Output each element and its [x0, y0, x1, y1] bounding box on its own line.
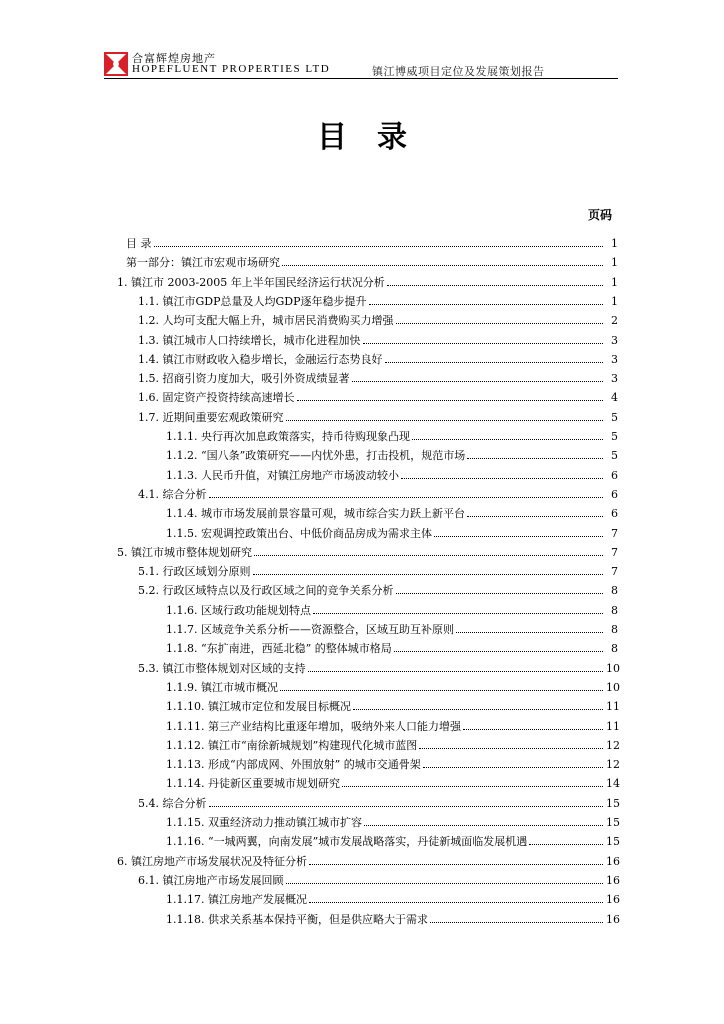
toc-dot-leader: [342, 786, 603, 787]
toc-entry-page: 1: [611, 294, 618, 308]
toc-entry-title: 1.6. 固定资产投资持续高速增长: [138, 391, 295, 405]
toc-entry-page: 8: [611, 603, 618, 617]
toc-entry-title: 1.4. 镇江市财政收入稳步增长，金融运行态势良好: [138, 352, 383, 366]
toc-dot-leader: [286, 420, 604, 421]
toc-dot-leader: [309, 864, 603, 865]
toc-dot-leader: [309, 902, 603, 903]
toc-entry-title: 1.1.9. 镇江市城市概况: [166, 680, 278, 694]
toc-entry[interactable]: [166, 908, 618, 927]
toc-entry[interactable]: [126, 251, 618, 270]
toc-entry[interactable]: [166, 715, 618, 734]
toc-entry-page: 7: [611, 545, 618, 559]
toc-entry[interactable]: [138, 290, 618, 309]
hopefluent-logo-icon: [104, 52, 128, 76]
toc-dot-leader: [353, 709, 603, 710]
toc-entry[interactable]: [166, 444, 618, 463]
toc-entry-page: 3: [611, 333, 618, 347]
toc-entry[interactable]: [138, 329, 618, 348]
toc-entry-title: 1.1.2. “国八条”政策研究——内忧外患，打击投机，规范市场: [166, 449, 466, 463]
toc-entry-page: 11: [606, 700, 620, 714]
toc-dot-leader: [154, 246, 604, 247]
toc-entry-title: 5.3. 镇江市整体规划对区域的支持: [138, 661, 306, 675]
toc-entry-title: 5.2. 行政区域特点以及行政区域之间的竞争关系分析: [138, 584, 394, 598]
toc-dot-leader: [254, 555, 603, 556]
toc-entry-page: 7: [611, 565, 618, 579]
toc-dot-leader: [430, 922, 603, 923]
toc-entry[interactable]: [166, 753, 618, 772]
toc-entry[interactable]: [138, 367, 618, 386]
toc-dot-leader: [364, 825, 603, 826]
page-number-label: 页码: [587, 208, 612, 222]
toc-entry[interactable]: [117, 271, 618, 290]
toc-dot-leader: [467, 458, 603, 459]
toc-entry-page: 1: [611, 237, 618, 250]
toc-entry-title: 6.1. 镇江房地产市场发展回顾: [138, 873, 284, 887]
toc-dot-leader: [313, 613, 603, 614]
toc-entry-page: 3: [611, 372, 618, 386]
toc-entry-page: 8: [611, 642, 618, 656]
toc-entry-page: 10: [606, 680, 620, 694]
toc-entry-page: 8: [611, 584, 618, 598]
page-title: 目录: [317, 120, 437, 155]
toc-entry-title: 1.1.1. 央行再次加息政策落实，持币待购现象凸现: [166, 430, 410, 443]
toc-dot-leader: [385, 362, 604, 363]
toc-entry[interactable]: [138, 483, 618, 502]
toc-entry-page: 10: [606, 661, 620, 675]
toc-entry[interactable]: [166, 676, 618, 695]
toc-entry-title: 1.1. 镇江市GDP总量及人均GDP逐年稳步提升: [138, 294, 367, 308]
toc-entry[interactable]: [166, 637, 618, 656]
toc-entry[interactable]: [166, 425, 618, 444]
toc-dot-leader: [387, 285, 603, 286]
toc-entry-page: 3: [611, 352, 618, 366]
toc-dot-leader: [363, 343, 604, 344]
toc-entry-title: 1.1.17. 镇江房地产发展概况: [166, 893, 307, 907]
toc-entry[interactable]: [166, 618, 618, 637]
toc-dot-leader: [282, 265, 603, 266]
toc-dot-leader: [369, 304, 603, 305]
toc-entry-page: 11: [606, 719, 620, 733]
toc-entry-title: 1.1.8. “东扩南进，西延北稳” 的整体城市格局: [166, 642, 392, 656]
toc-entry-page: 2: [611, 314, 618, 328]
toc-entry-page: 16: [606, 854, 620, 868]
toc-entry-page: 1: [611, 256, 618, 270]
toc-entry-title: 5. 镇江市城市整体规划研究: [117, 545, 252, 559]
toc-entry-page: 16: [606, 873, 620, 887]
toc-dot-leader: [352, 381, 604, 382]
toc-entry[interactable]: [138, 406, 618, 425]
toc-entry-page: 15: [606, 816, 620, 829]
toc-entry-page: 5: [611, 410, 618, 424]
toc-entry[interactable]: [138, 657, 618, 676]
toc-dot-leader: [286, 883, 604, 884]
toc-entry-page: 6: [611, 468, 618, 482]
toc-entry[interactable]: [166, 830, 618, 849]
toc-entry-page: 4: [611, 391, 618, 405]
toc-entry-page: 6: [611, 487, 618, 501]
toc-entry-page: 5: [611, 430, 618, 443]
toc-entry-title: 1.2. 人均可支配大幅上升，城市居民消费购买力增强: [138, 314, 394, 328]
toc-dot-leader: [401, 478, 603, 479]
toc-entry-title: 第一部分：镇江市宏观市场研究: [126, 256, 280, 270]
toc-entry[interactable]: [138, 309, 618, 328]
toc-entry-page: 12: [606, 738, 620, 752]
toc-entry[interactable]: [166, 502, 618, 521]
toc-entry-title: 目 录: [126, 237, 152, 250]
toc-entry-page: 15: [606, 796, 620, 810]
toc-entry-title: 1.7. 近期间重要宏观政策研究: [138, 410, 284, 424]
toc-entry-page: 6: [611, 507, 618, 521]
toc-entry[interactable]: [138, 579, 618, 598]
toc-entry-title: 6. 镇江房地产市场发展状况及特征分析: [117, 854, 307, 868]
toc-dot-leader: [253, 574, 604, 575]
toc-entry[interactable]: [166, 772, 618, 791]
toc-dot-leader: [423, 767, 603, 768]
toc-entry-title: 1.1.16. “一城两翼，向南发展”城市发展战略落实，丹徒新城面临发展机遇: [166, 835, 528, 849]
toc-dot-leader: [297, 400, 604, 401]
toc-dot-leader: [419, 748, 603, 749]
toc-entry-title: 4.1. 综合分析: [138, 487, 207, 501]
toc-entry-page: 8: [611, 623, 618, 636]
toc-entry-title: 1.1.6. 区域行政功能规划特点: [166, 603, 311, 617]
toc-dot-leader: [209, 497, 604, 498]
company-name-en: HOPEFLUENT PROPERTIES LTD: [132, 63, 331, 75]
report-title: 镇江博威项目定位及发展策划报告: [372, 65, 545, 78]
toc-entry-title: 1.1.3. 人民币升值，对镇江房地产市场波动较小: [166, 468, 399, 482]
toc-entry-page: 15: [606, 835, 620, 849]
toc-dot-leader: [280, 690, 603, 691]
toc-entry[interactable]: [138, 792, 618, 811]
toc-entry-title: 1.1.10. 镇江城市定位和发展目标概况: [166, 700, 351, 714]
toc-entry[interactable]: [166, 734, 618, 753]
toc-entry[interactable]: [117, 850, 618, 869]
toc-entry-title: 1.1.4. 城市市场发展前景容量可观，城市综合实力跃上新平台: [166, 507, 465, 521]
toc-entry-title: 5.1. 行政区域划分原则: [138, 565, 251, 579]
toc-entry-title: 1.1.18. 供求关系基本保持平衡，但是供应略大于需求: [166, 912, 428, 926]
page-header: [104, 48, 618, 79]
toc-entry-title: 1.1.13. 形成“内部成网、外围放射” 的城市交通骨架: [166, 758, 421, 772]
toc-entry[interactable]: [166, 599, 618, 618]
toc-entry-title: 1.1.7. 区域竞争关系分析——资源整合，区域互助互补原则: [166, 623, 454, 636]
toc-entry-page: 14: [606, 777, 620, 791]
toc-dot-leader: [412, 439, 603, 440]
toc-entry-page: 12: [606, 758, 620, 772]
toc-entry-title: 5.4. 综合分析: [138, 796, 207, 810]
toc-dot-leader: [463, 729, 603, 730]
toc-entry-page: 16: [606, 912, 620, 926]
toc-entry-page: 7: [611, 526, 618, 540]
toc-entry-title: 1.3. 镇江城市人口持续增长，城市化进程加快: [138, 333, 361, 347]
toc-entry-title: 1.1.11. 第三产业结构比重逐年增加，吸纳外来人口能力增强: [166, 719, 461, 733]
toc-entry[interactable]: [166, 464, 618, 483]
toc-entry-page: 5: [611, 449, 618, 463]
toc-entry-title: 1.1.14. 丹徒新区重要城市规划研究: [166, 777, 340, 791]
toc-entry[interactable]: [166, 695, 618, 714]
toc-dot-leader: [209, 806, 604, 807]
toc-entry[interactable]: [138, 560, 618, 579]
toc-dot-leader: [434, 536, 603, 537]
toc-entry[interactable]: [126, 232, 618, 251]
toc-entry[interactable]: [138, 386, 618, 405]
toc-entry[interactable]: [117, 541, 618, 560]
toc-entry-page: 16: [606, 893, 620, 907]
toc-entry-title: 1.1.15. 双重经济动力推动镇江城市扩容: [166, 816, 362, 829]
toc-dot-leader: [467, 516, 603, 517]
toc-entry-title: 1.5. 招商引资力度加大，吸引外资成绩显著: [138, 372, 350, 386]
toc-dot-leader: [529, 844, 603, 845]
toc-dot-leader: [456, 632, 603, 633]
toc-entry[interactable]: [166, 888, 618, 907]
company-name-cn: 合富辉煌房地产: [132, 52, 216, 65]
toc-entry-title: 1.1.5. 宏观调控政策出台、中低价商品房成为需求主体: [166, 526, 432, 540]
toc-entry[interactable]: [166, 811, 618, 830]
toc-entry[interactable]: [138, 869, 618, 888]
toc-dot-leader: [396, 593, 604, 594]
toc-entry[interactable]: [166, 522, 618, 541]
toc-entry-title: 1. 镇江市 2003-2005 年上半年国民经济运行状况分析: [117, 275, 385, 289]
toc-entry-page: 1: [611, 275, 618, 289]
toc-dot-leader: [308, 671, 604, 672]
toc-dot-leader: [394, 651, 603, 652]
toc-entry-title: 1.1.12. 镇江市“南徐新城规划”构建现代化城市蓝图: [166, 738, 418, 752]
toc-dot-leader: [396, 323, 604, 324]
toc-entry[interactable]: [138, 348, 618, 367]
